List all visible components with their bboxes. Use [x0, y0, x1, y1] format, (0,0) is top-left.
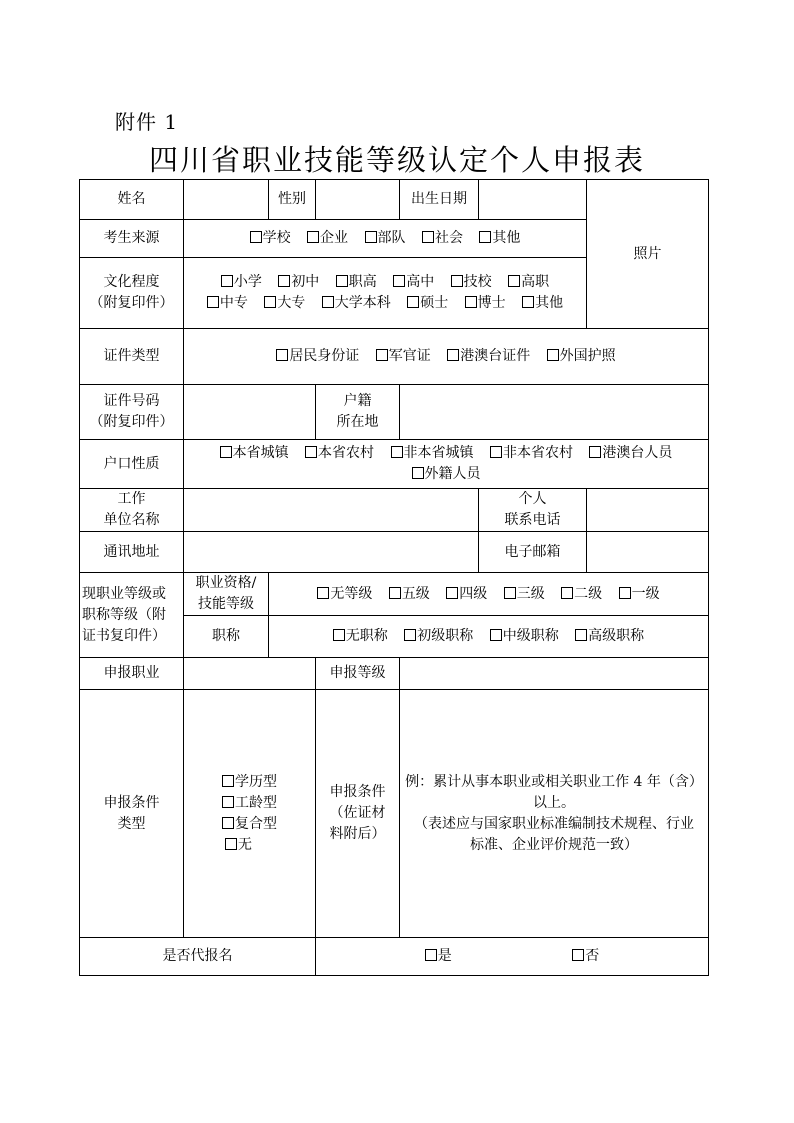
checkbox-edu-secondary-tech[interactable]: 中专: [207, 293, 248, 314]
checkbox-icon: [561, 587, 573, 599]
checkbox-icon: [307, 231, 319, 243]
checkbox-edu-high[interactable]: 高中: [393, 272, 434, 293]
checkbox-cond-seniority[interactable]: 工龄型: [192, 793, 307, 814]
checkbox-hukou-nonlocal-rural[interactable]: 非本省农村: [490, 443, 573, 464]
checkbox-source-society[interactable]: 社会: [422, 228, 463, 249]
checkbox-id-passport[interactable]: 外国护照: [547, 346, 616, 367]
checkbox-icon: [447, 349, 459, 361]
proxy-label: 是否代报名: [80, 938, 316, 976]
checkbox-icon: [250, 231, 262, 243]
checkbox-icon: [336, 275, 348, 287]
checkbox-qual-3[interactable]: 三级: [504, 584, 545, 605]
checkbox-hukou-local-rural[interactable]: 本省农村: [305, 443, 374, 464]
checkbox-icon: [479, 231, 491, 243]
checkbox-proxy-no[interactable]: 否: [572, 946, 599, 967]
checkbox-icon: [490, 629, 502, 641]
checkbox-icon: [619, 587, 631, 599]
checkbox-icon: [333, 629, 345, 641]
id-type-options: [184, 329, 709, 385]
checkbox-icon: [225, 838, 237, 850]
checkbox-edu-other[interactable]: 其他: [522, 293, 563, 314]
checkbox-icon: [305, 446, 317, 458]
name-field[interactable]: [184, 180, 269, 220]
checkbox-qual-4[interactable]: 四级: [446, 584, 487, 605]
apply-level-field[interactable]: [400, 658, 709, 690]
checkbox-source-school[interactable]: 学校: [250, 228, 291, 249]
checkbox-icon: [317, 587, 329, 599]
checkbox-icon: [412, 467, 424, 479]
checkbox-hukou-local-urban[interactable]: 本省城镇: [220, 443, 289, 464]
checkbox-icon: [422, 231, 434, 243]
checkbox-icon: [365, 231, 377, 243]
work-unit-label: 工作 单位名称: [80, 489, 184, 532]
apply-level-label: 申报等级: [316, 658, 400, 690]
checkbox-icon: [220, 446, 232, 458]
checkbox-icon: [572, 949, 584, 961]
email-field[interactable]: [587, 532, 709, 573]
checkbox-icon: [264, 296, 276, 308]
hukou-type-label: 户口性质: [80, 440, 184, 489]
checkbox-source-other[interactable]: 其他: [479, 228, 520, 249]
condition-type-label: 申报条件 类型: [80, 690, 184, 938]
education-row-1: [186, 272, 584, 293]
hukou-row-2: [186, 464, 706, 485]
id-type-label: 证件类型: [80, 329, 184, 385]
checkbox-icon: [322, 296, 334, 308]
hukou-row-1: [186, 443, 706, 464]
address-label: 通讯地址: [80, 532, 184, 573]
checkbox-icon: [207, 296, 219, 308]
condition-field[interactable]: 例：累计从事本职业或相关职业工作 4 年（含） 以上。 （表述应与国家职业标准编制技术规程、行业 标准、企业评价规范一致）: [400, 690, 709, 938]
checkbox-icon: [451, 275, 463, 287]
address-field[interactable]: [184, 532, 479, 573]
checkbox-icon: [425, 949, 437, 961]
checkbox-icon: [589, 446, 601, 458]
condition-label: 申报条件 （佐证材 料附后）: [316, 690, 400, 938]
checkbox-icon: [547, 349, 559, 361]
education-label: 文化程度 （附复印件）: [80, 258, 184, 329]
checkbox-hukou-hkmt[interactable]: 港澳台人员: [589, 443, 672, 464]
checkbox-hukou-foreign[interactable]: 外籍人员: [412, 464, 481, 485]
checkbox-icon: [221, 275, 233, 287]
checkbox-edu-master[interactable]: 硕士: [407, 293, 448, 314]
checkbox-rank-middle[interactable]: 中级职称: [490, 626, 559, 647]
checkbox-proxy-yes[interactable]: 是: [425, 946, 452, 967]
title-rank-label: 职称: [184, 616, 269, 658]
checkbox-icon: [575, 629, 587, 641]
checkbox-edu-technical[interactable]: 技校: [451, 272, 492, 293]
checkbox-icon: [504, 587, 516, 599]
checkbox-cond-education[interactable]: 学历型: [192, 772, 307, 793]
name-label: 姓名: [80, 180, 184, 220]
checkbox-rank-junior[interactable]: 初级职称: [404, 626, 473, 647]
checkbox-icon: [222, 796, 234, 808]
hukou-place-label: 户籍 所在地: [316, 385, 400, 440]
source-label: 考生来源: [80, 220, 184, 258]
birth-date-label: 出生日期: [400, 180, 479, 220]
checkbox-cond-composite[interactable]: 复合型: [192, 814, 307, 835]
email-label: 电子邮箱: [479, 532, 587, 573]
checkbox-icon: [391, 446, 403, 458]
checkbox-cond-none[interactable]: 无: [192, 835, 285, 856]
apply-job-label: 申报职业: [80, 658, 184, 690]
application-form-table: [79, 179, 709, 976]
checkbox-qual-5[interactable]: 五级: [389, 584, 430, 605]
checkbox-icon: [278, 275, 290, 287]
checkbox-edu-primary[interactable]: 小学: [221, 272, 262, 293]
phone-field[interactable]: [587, 489, 709, 532]
birth-date-field[interactable]: [479, 180, 587, 220]
photo-area[interactable]: 照片: [587, 180, 709, 329]
checkbox-icon: [222, 817, 234, 829]
checkbox-icon: [490, 446, 502, 458]
current-level-label: 现职业等级或 职称等级（附 证书复印件）: [80, 573, 184, 658]
checkbox-icon: [446, 587, 458, 599]
checkbox-icon: [393, 275, 405, 287]
checkbox-icon: [389, 587, 401, 599]
checkbox-qual-1[interactable]: 一级: [619, 584, 660, 605]
condition-type-options: [184, 690, 316, 938]
source-options: [184, 220, 587, 258]
work-unit-field[interactable]: [184, 489, 479, 532]
checkbox-icon: [222, 775, 234, 787]
id-number-label: 证件号码 （附复印件）: [80, 385, 184, 440]
checkbox-icon: [465, 296, 477, 308]
checkbox-icon: [508, 275, 520, 287]
checkbox-id-hkmt[interactable]: 港澳台证件: [447, 346, 530, 367]
checkbox-icon: [407, 296, 419, 308]
qualification-label: 职业资格/ 技能等级: [184, 573, 269, 616]
gender-field[interactable]: [316, 180, 400, 220]
checkbox-edu-college[interactable]: 大专: [264, 293, 305, 314]
proxy-options: [316, 938, 709, 976]
checkbox-qual-none[interactable]: 无等级: [317, 584, 372, 605]
phone-label: 个人 联系电话: [479, 489, 587, 532]
checkbox-icon: [276, 349, 288, 361]
attachment-label: 附件 1: [115, 110, 179, 134]
checkbox-qual-2[interactable]: 二级: [561, 584, 602, 605]
checkbox-edu-doctor[interactable]: 博士: [465, 293, 506, 314]
checkbox-edu-bachelor[interactable]: 大学本科: [322, 293, 391, 314]
checkbox-icon: [404, 629, 416, 641]
qualification-options: [269, 573, 709, 616]
checkbox-edu-vocational-high[interactable]: 职高: [336, 272, 377, 293]
education-options: [184, 258, 587, 329]
form-title: 四川省职业技能等级认定个人申报表: [148, 143, 645, 177]
checkbox-source-army[interactable]: 部队: [365, 228, 406, 249]
apply-job-field[interactable]: [184, 658, 316, 690]
id-number-field[interactable]: [184, 385, 316, 440]
checkbox-icon: [522, 296, 534, 308]
checkbox-source-company[interactable]: 企业: [307, 228, 348, 249]
checkbox-id-resident[interactable]: 居民身份证: [276, 346, 359, 367]
checkbox-edu-higher-vocational[interactable]: 高职: [508, 272, 549, 293]
checkbox-id-officer[interactable]: 军官证: [376, 346, 431, 367]
hukou-place-field[interactable]: [400, 385, 709, 440]
hukou-type-options: [184, 440, 709, 489]
title-rank-options: [269, 616, 709, 658]
checkbox-rank-senior[interactable]: 高级职称: [575, 626, 644, 647]
gender-label: 性别: [269, 180, 316, 220]
education-row-2: [186, 293, 584, 314]
checkbox-icon: [376, 349, 388, 361]
checkbox-hukou-nonlocal-urban[interactable]: 非本省城镇: [391, 443, 474, 464]
checkbox-edu-junior[interactable]: 初中: [278, 272, 319, 293]
checkbox-rank-none[interactable]: 无职称: [333, 626, 388, 647]
